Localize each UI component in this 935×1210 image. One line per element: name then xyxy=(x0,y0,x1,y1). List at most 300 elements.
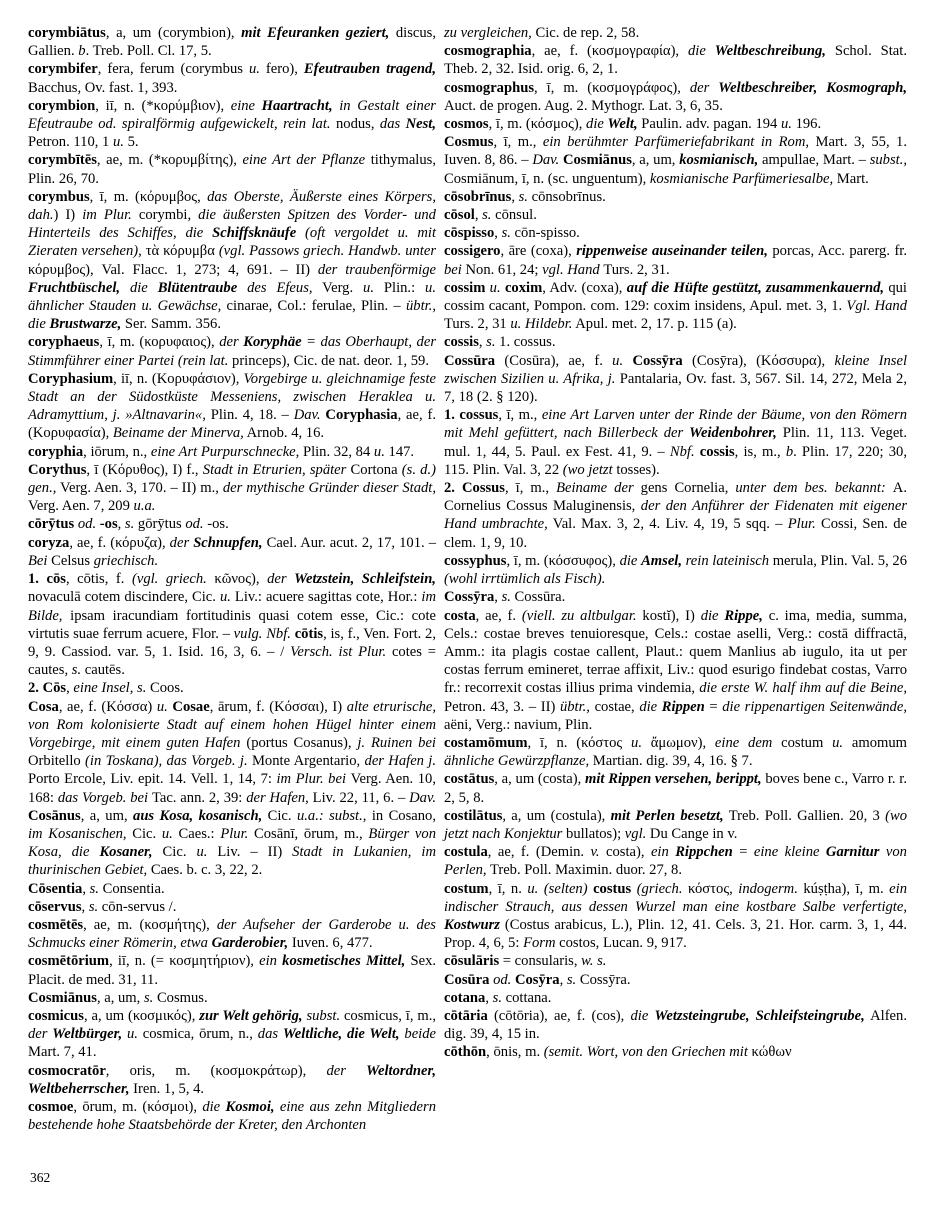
entry-text: (wohl irrtümlich als Fisch). xyxy=(444,571,606,588)
entry-text: = consularis, xyxy=(499,953,582,970)
entry-text: , ī, n. xyxy=(488,880,528,897)
entry-text: s. xyxy=(486,334,496,351)
entry-text: , a, um (costa), xyxy=(494,771,586,788)
entry-text: in Gestalt einer Efeutraube od. spiralförmig aufgewickelt, rein lat. xyxy=(28,97,436,133)
entry-text: (portus Cosanus), xyxy=(246,734,358,751)
entry-text: u. xyxy=(161,825,173,842)
entry-text: eine Art Larven unter der Rinde der Bäume, von den Römern mit Mehl gefüttert, nach Billerbeck der xyxy=(444,407,907,442)
entry-text: kleine Insel zwischen Sizilien u. Afrika, j. xyxy=(444,352,908,387)
entry-text: Du Cange in v. xyxy=(646,825,738,842)
entry-text: Monte Argentario, xyxy=(247,753,365,770)
entry-text: , a, um (corymbion), xyxy=(105,25,242,41)
dictionary-entry xyxy=(28,443,436,461)
entry-text: Haartracht, xyxy=(261,97,333,114)
entry-text: cautēs. xyxy=(81,662,125,679)
entry-text: des Efeus, xyxy=(237,279,313,296)
entry-text: , xyxy=(66,680,74,697)
entry-text: Alfen. dig. 39, 4, 15 in. xyxy=(444,1007,907,1043)
entry-text: Weltliche, die Welt, xyxy=(282,1026,400,1043)
entry-text: u. xyxy=(489,279,501,296)
entry-text: Dav. xyxy=(409,789,437,806)
dictionary-entry xyxy=(444,734,907,770)
entry-text: Bürger von Kosa, die xyxy=(28,825,436,861)
entry-text: ein berühmter Parfümeriefabrikant in Rom, xyxy=(542,134,810,151)
entry-text: Consentia. xyxy=(98,880,165,897)
entry-text: Cic. xyxy=(262,807,297,824)
entry-text: Cic. xyxy=(152,844,197,861)
entry-text: s. xyxy=(482,207,492,224)
entry-text: Treb. Poll. Gallien. 20, 3 xyxy=(723,807,886,824)
dictionary-entry xyxy=(28,60,436,96)
dictionary-entry xyxy=(444,1043,907,1061)
entry-text: alte etrurische, von Rom kolonisierte Stadt auf einem hohen Hügel hinter einem Vorgebirge, mit einem guten Hafen xyxy=(28,698,436,751)
entry-text: Turs. 2, 31 xyxy=(444,316,511,333)
entry-text: Cossi, Sen. de clem. 1, 9, 10. xyxy=(444,516,907,551)
entry-text: boves bene c., Varro r. r. 2, 5, 8. xyxy=(444,771,907,806)
dictionary-entry xyxy=(28,461,436,516)
entry-text: cosmicus, ī, m., xyxy=(340,1007,436,1024)
entry-text: das xyxy=(257,1026,283,1043)
entry-text: costa), xyxy=(599,844,651,861)
entry-text: merula, Plin. Val. 5, 26 xyxy=(772,552,907,569)
entry-text: , ae, f. (κόρυζα), xyxy=(69,534,170,551)
entry-text: Arnob. 4, 16. xyxy=(243,425,325,442)
entry-text: Welt, xyxy=(607,116,638,133)
entry-text: u.a.: subst., xyxy=(296,807,367,824)
entry-text: Plur. xyxy=(220,825,249,842)
entry-text: der xyxy=(267,571,295,588)
entry-text: , xyxy=(494,225,502,242)
entry-text: discus, Gallien. xyxy=(28,25,436,60)
entry-text: Dav. xyxy=(293,407,326,424)
entry-text: ein xyxy=(650,844,676,861)
entry-text: (Cosūra), ae, f. xyxy=(495,352,613,369)
dictionary-entry xyxy=(444,206,907,224)
entry-text: kosmianisch, xyxy=(679,152,759,169)
headword: cōrȳtus xyxy=(28,516,75,533)
dictionary-entry xyxy=(28,570,436,679)
dictionary-entry xyxy=(28,333,436,369)
entry-text: der mythische Gründer dieser Stadt, xyxy=(222,480,436,497)
entry-text: bullatos); xyxy=(566,825,625,842)
entry-text: . Treb. Poll. Cl. 17, 5. xyxy=(85,43,212,60)
entry-text: u. xyxy=(113,134,124,151)
entry-text: , a, um, xyxy=(631,152,680,169)
headword: Cosa xyxy=(28,698,59,715)
headword: Cosūra xyxy=(444,971,490,988)
entry-text: costum xyxy=(781,734,833,751)
entry-text: = xyxy=(704,698,723,715)
headword: corymbifer xyxy=(28,61,98,78)
entry-text: Verg. Aen. 7, 209 xyxy=(28,498,134,515)
entry-text: Cael. Aur. acut. 2, 17, 101. – xyxy=(262,534,436,551)
entry-text: Ser. Samm. 356. xyxy=(121,316,221,333)
dictionary-entry xyxy=(28,151,436,187)
entry-text: Liv.: acuere sagittas cote, Hor.: xyxy=(230,589,422,606)
headword: cosmētēs xyxy=(28,916,84,933)
headword: 1. cossus xyxy=(444,407,499,424)
dictionary-entry xyxy=(28,1007,436,1062)
entry-text: Kostwurz xyxy=(444,916,500,933)
headword: Cossūra xyxy=(444,352,496,369)
entry-text: 196. xyxy=(791,116,822,133)
headword: Coryphasium xyxy=(28,370,114,387)
entry-text: u. xyxy=(612,352,624,369)
right-column xyxy=(444,24,907,1134)
entry-text: griechisch. xyxy=(93,552,159,569)
headword: costus xyxy=(593,880,632,897)
entry-text: , ae, m. (κοσμήτης), xyxy=(83,916,217,933)
headword: Cosȳra xyxy=(514,971,560,988)
entry-text: u. xyxy=(631,734,642,751)
entry-text: (semit. Wort, von den Griechen mit xyxy=(543,1044,752,1061)
entry-text: -os. xyxy=(203,516,229,533)
entry-text: Treb. Poll. Maximin. duor. 27, 8. xyxy=(486,862,682,879)
entry-text: ) I) xyxy=(53,207,83,224)
entry-text: ἄμωμον), xyxy=(641,734,715,751)
entry-text: gens Cornelia, xyxy=(640,480,736,497)
entry-text: Vorgebirge u. gleichnamige feste Stadt an der Südostküste Messeniens, zwischen Heraklea u. Adramyttium, j. »Altnavarin«, xyxy=(28,370,436,424)
entry-text: cinarae, Col.: ferulae, Plin. – xyxy=(221,298,406,315)
entry-text: Non. 61, 24; xyxy=(465,261,543,278)
dictionary-entry xyxy=(444,224,907,242)
entry-text: die xyxy=(630,1007,655,1024)
entry-text: , iī, n. (= κοσμητήριον), xyxy=(109,953,260,970)
entry-text: Cosmus. xyxy=(153,989,208,1006)
headword: 1. cōs xyxy=(28,571,66,588)
entry-text: c. ima, media, summa, Cels.: costae breves tenuioresque, Cels.: costae aselli, Verg.: costā diffractā, Amm.: ita plagis costae callent, Plaut.: quem Manlius ab iugulo, ita ut per costas ferrum emineret, terrae affixit, Liv.: quod esurigo findebat costas, Varro fr.: recorrexit costas illius prima vindemia, xyxy=(444,607,907,697)
entry-text: s. xyxy=(492,989,502,1006)
entry-text: Wetzstein, Schleifstein, xyxy=(294,571,436,588)
entry-text: 1. cossus. xyxy=(495,334,556,351)
entry-text: ein xyxy=(259,953,283,970)
headword: Cossȳra xyxy=(632,352,683,369)
entry-text: Weltbeschreibung, xyxy=(714,43,826,60)
dictionary-entry xyxy=(444,352,907,407)
entry-text: cosmica, ōrum, n., xyxy=(137,1026,258,1043)
headword: coryza xyxy=(28,534,70,551)
entry-text: die xyxy=(687,43,715,60)
entry-text: Mart. 7, 41. xyxy=(28,1044,97,1061)
entry-text: Liv. 22, 11, 6. – xyxy=(308,789,410,806)
entry-text: s. xyxy=(143,989,154,1006)
entry-text: tithymalus, Plin. 26, 70. xyxy=(28,152,436,187)
headword: cōtāria xyxy=(444,1007,488,1024)
entry-text: , xyxy=(485,989,493,1006)
entry-text: v. xyxy=(590,844,600,861)
entry-text: Versch. ist Plur. xyxy=(290,643,387,660)
headword: cōsulāris xyxy=(444,953,500,970)
entry-text: od. xyxy=(185,516,204,533)
entry-text: Iuven. 6, 477. xyxy=(288,935,373,952)
entry-text: , ī, m., xyxy=(504,480,557,497)
left-column xyxy=(28,24,436,1134)
entry-text: Blütentraube xyxy=(157,279,238,296)
headword: Cosmiānus xyxy=(562,152,632,169)
headword: costum xyxy=(444,880,489,897)
entry-text: mit Perlen besetzt, xyxy=(610,807,724,824)
entry-text: Amsel, xyxy=(641,552,683,569)
entry-text: , ī (Κόρυθος), I) f., xyxy=(86,461,203,478)
entry-text: A. Cornelius Cossus Maluginensis, xyxy=(444,480,907,515)
headword: cotana xyxy=(444,989,486,1006)
headword: cosmētōrium xyxy=(28,953,110,970)
headword: cōspisso xyxy=(444,225,495,242)
entry-text: Schnupfen, xyxy=(193,534,263,551)
entry-text: Rippen xyxy=(661,698,705,715)
entry-text: = das Oberhaupt, der Stimmführer einer Partei (rein lat. xyxy=(28,334,436,369)
entry-text: Paulin. adv. pagan. 194 xyxy=(637,116,781,133)
entry-text: Sex. Placit. de med. 31, 11. xyxy=(28,953,437,988)
entry-text: das Oberste, Äußerste eines Körpers, dah. xyxy=(28,188,436,224)
entry-text: costae, xyxy=(589,698,640,715)
dictionary-entry xyxy=(28,534,436,570)
entry-text: aëni, Verg.: navium, Plin. xyxy=(444,716,593,733)
entry-text: (wo jetzt nach Konjektur xyxy=(444,807,907,842)
entry-text: Apul. met. 2, 17. p. 115 (a). xyxy=(572,316,737,333)
headword: costilātus xyxy=(444,807,503,824)
entry-text: Turs. 2, 31. xyxy=(603,261,670,278)
entry-text: das xyxy=(379,116,406,133)
entry-text: vgl. xyxy=(624,825,647,842)
entry-text: u. xyxy=(832,734,844,751)
entry-text: = xyxy=(732,844,754,861)
entry-text: Schol. Stat. Theb. 2, 32. Isid. orig. 6, 2, 1. xyxy=(444,43,907,78)
entry-text: Nbf. xyxy=(669,443,700,460)
entry-text: u. ähnlicher Stauden u. Gewächse, xyxy=(28,279,436,315)
entry-text: u. Hildebr. xyxy=(510,316,573,333)
entry-text: (cōtōria), ae, f. (cos), xyxy=(487,1007,631,1024)
headword: Cosmiānus xyxy=(28,989,97,1006)
entry-text: Plin. 11, 113. Veget. mul. 1, 44, 5. Paul. ex Fest. 41, 9. – xyxy=(444,425,908,460)
entry-text: Nest, xyxy=(405,116,436,133)
headword: coryphia xyxy=(28,443,84,460)
entry-text: zu vergleichen, xyxy=(444,25,532,41)
headword: Cosae xyxy=(172,698,210,715)
dictionary-entry xyxy=(28,515,436,533)
dictionary-entry xyxy=(28,188,436,334)
entry-text: gōrȳtus xyxy=(134,516,186,533)
entry-text: tosses). xyxy=(616,461,660,478)
headword: cōsobrīnus xyxy=(444,188,512,205)
entry-text: u.a. xyxy=(133,498,156,515)
dictionary-entry xyxy=(28,679,436,697)
entry-text: ein indischer Strauch, aus dessen Wurzel man eine kostbare Salbe verfertigte, xyxy=(444,880,907,915)
dictionary-entry xyxy=(444,971,907,989)
entry-text: ähnliche Gewürzpflanze, xyxy=(444,753,590,770)
entry-text: , xyxy=(478,334,487,351)
entry-text: (Costus arabicus, L.), Plin. 12, 41. Cels. 3, 21. Hor. carm. 3, 1, 44. Prop. 4, 6, 5: xyxy=(444,916,907,952)
entry-text: subst., xyxy=(869,152,907,169)
entry-text: Cortona xyxy=(350,461,402,478)
dictionary-entry xyxy=(444,42,907,78)
entry-text: vulg. Nbf. xyxy=(233,625,295,642)
entry-text: b xyxy=(785,443,794,460)
headword: cossyphus xyxy=(444,552,507,569)
dictionary-entry xyxy=(28,97,436,152)
entry-text: 147. xyxy=(384,443,415,460)
entry-text: eine Art Purpurschnecke, xyxy=(150,443,300,460)
entry-text: die äußersten Spitzen des Vorder- und Hinterteils des Schiffes, die xyxy=(28,207,436,242)
entry-text: Garnitur xyxy=(825,844,880,861)
dictionary-entry xyxy=(444,880,907,953)
entry-text: Form xyxy=(523,935,560,952)
entry-text: Cosmiānum, ī, n. (sc. unguentum), xyxy=(444,170,650,187)
entry-text: Cic. xyxy=(126,825,162,842)
entry-text: , xyxy=(81,898,89,915)
entry-text: Iren. 1, 5, 4. xyxy=(129,1080,205,1097)
entry-text: corymbi, xyxy=(131,207,199,224)
headword: Cosmus xyxy=(444,134,494,151)
entry-text: , fera, ferum (corymbus xyxy=(97,61,249,78)
entry-text: Weltordner, Weltbeherrscher, xyxy=(28,1062,436,1097)
headword: cosmicus xyxy=(28,1007,84,1024)
entry-text: s. xyxy=(518,188,528,205)
entry-text: der Aufseher der Garderobe u. des Schmucks einer Römerin, etwa xyxy=(28,916,436,952)
entry-text: Petron. 43, 3. – II) xyxy=(444,698,560,715)
dictionary-entry xyxy=(444,133,907,188)
entry-text: , ae, m. (*κορυμβίτης), xyxy=(96,152,243,169)
entry-text: κῶνος), xyxy=(214,571,268,588)
entry-text: od. xyxy=(77,516,97,533)
dictionary-entry xyxy=(444,479,907,552)
entry-text: , iōrum, n., xyxy=(83,443,151,460)
entry-text: eine aus zehn Mitgliedern bestehende hohe Staatsbehörde der Kreter, den Archonten xyxy=(28,1098,436,1134)
entry-text: , ī, m., xyxy=(498,407,542,424)
entry-text: Weltbeschreiber, Kosmograph, xyxy=(718,79,907,96)
entry-text: vgl. Hand xyxy=(542,261,604,278)
entry-text: (viell. zu altbulgar. xyxy=(521,607,643,624)
entry-text: eine dem xyxy=(714,734,782,751)
entry-text: die rippenartigen Seitenwände, xyxy=(722,698,907,715)
headword: cōservus xyxy=(28,898,82,915)
entry-text: , ōnis, m. xyxy=(486,1044,544,1061)
entry-text: Cossȳra. xyxy=(576,971,631,988)
dictionary-entry xyxy=(28,989,436,1007)
entry-text: u. xyxy=(363,279,374,296)
dictionary-entry xyxy=(28,698,436,880)
headword: cōthōn xyxy=(444,1044,487,1061)
entry-text: Celsus xyxy=(51,552,94,569)
headword: corymbus xyxy=(28,188,90,205)
entry-text: τὰ κόρυμβα xyxy=(141,243,219,260)
entry-text: s. xyxy=(501,225,511,242)
entry-text: cotes = cautes, xyxy=(28,643,436,679)
dictionary-entry xyxy=(28,898,436,916)
entry-text: übtr., xyxy=(559,698,590,715)
entry-text: u. xyxy=(196,844,208,861)
entry-text: u. xyxy=(127,1026,138,1043)
entry-text: Weidenbohrer, xyxy=(689,425,777,442)
headword: cosmos xyxy=(444,116,489,133)
entry-text: Caes.: xyxy=(172,825,221,842)
entry-text: Plin. 4, 18. – xyxy=(205,407,294,424)
entry-text: u. xyxy=(156,698,168,715)
page-number: 362 xyxy=(30,1170,51,1185)
entry-text: (Cosȳra), (Κόσσυρα), xyxy=(682,352,835,369)
entry-text: u. xyxy=(780,116,792,133)
dictionary-entry xyxy=(444,279,907,334)
entry-text: cōn-servus /. xyxy=(98,898,177,915)
entry-text: fero), xyxy=(259,61,304,78)
entry-text: kosmianische Parfümeriesalbe, xyxy=(649,170,834,187)
entry-text: rein lateinisch xyxy=(685,552,773,569)
headword: coryphaeus xyxy=(28,334,100,351)
entry-text: (oft vergoldet u. mit Zieraten versehen), xyxy=(28,225,436,260)
entry-text: Fruchtbüschel, xyxy=(28,279,121,296)
entry-text: Schiffsknäufe xyxy=(212,225,297,242)
entry-text: mit Efeuranken geziert, xyxy=(241,25,390,41)
entry-text: Verg. Aen. 3, 170. – II) m., xyxy=(56,480,223,497)
headword: Cosānus xyxy=(28,807,81,824)
entry-text: , xyxy=(511,188,519,205)
entry-text: , ī, m. (κοσμογράφος), xyxy=(534,79,690,96)
entry-text: der xyxy=(219,334,244,351)
entry-text: kostĭ), I) xyxy=(642,607,701,624)
entry-text: die xyxy=(202,1098,226,1115)
entry-text: bei xyxy=(444,261,466,278)
entry-text: Cossūra. xyxy=(510,589,566,606)
entry-text: der Hafen j. xyxy=(364,753,436,770)
entry-text: Petron. 110, 1 xyxy=(28,134,113,151)
dictionary-entry xyxy=(444,115,907,133)
entry-text: Wetzsteingrube, Schleifsteingrube, xyxy=(654,1007,865,1024)
entry-text: s. xyxy=(89,880,99,897)
headword: 2. Cōs xyxy=(28,680,67,697)
entry-text: Porto Ercole, Liv. epit. 14. Vell. 1, 14, 7: xyxy=(28,771,277,788)
entry-text: im Kosanischen, xyxy=(28,825,127,842)
dictionary-entry xyxy=(444,333,907,351)
headword: Cōsentia xyxy=(28,880,83,897)
entry-text: , ae, f. (κοσμογραφία), xyxy=(531,43,688,60)
entry-text: Bacchus, Ov. fast. 1, 393. xyxy=(28,79,178,96)
entry-text: Cic. de rep. 2, 58. xyxy=(531,25,640,41)
entry-text: κόρυμβος), Val. Flacc. 1, 273; 4, 691. – II) xyxy=(28,261,318,278)
dictionary-entry xyxy=(444,770,907,806)
entry-text: Stadt in Etrurien, später xyxy=(202,461,351,478)
entry-text: Garderobier, xyxy=(211,935,289,952)
entry-text: Brustwarze, xyxy=(49,316,122,333)
entry-text: der xyxy=(28,1026,53,1043)
entry-text: Dav. xyxy=(532,152,563,169)
entry-text: der xyxy=(169,534,194,551)
entry-text: die erste W. half ihm auf die Beine, xyxy=(699,680,907,697)
entry-text: Auct. de progen. Aug. 2. Mythogr. Lat. 3, 6, 35. xyxy=(444,97,723,114)
entry-text: amomum xyxy=(843,734,907,751)
entry-text: , ae, f. xyxy=(475,607,522,624)
entry-text: rippenweise auseinander teilen, xyxy=(576,243,768,260)
headword: cosmographia xyxy=(444,43,532,60)
entry-text: die xyxy=(700,607,725,624)
dictionary-entry xyxy=(444,952,907,970)
entry-text: der den Anführer der Fidenaten mit eigener Hand umbrachte, xyxy=(444,498,907,533)
entry-text: cōn-spisso. xyxy=(510,225,580,242)
entry-text: , xyxy=(494,589,502,606)
entry-text: 5. xyxy=(123,134,139,151)
entry-text: eine Art der Pflanze xyxy=(242,152,371,169)
entry-text: novaculā cotem discindere, Cic. xyxy=(28,589,220,606)
headword: Corythus xyxy=(28,461,87,478)
entry-text: , xyxy=(82,880,90,897)
entry-text: , ī, m. (κόρυμβος, xyxy=(89,188,208,205)
entry-text: kúṣṭha), ī, m. xyxy=(797,880,890,897)
entry-text: beide xyxy=(404,1026,436,1043)
headword: costa xyxy=(444,607,476,624)
headword: cossis xyxy=(699,443,735,460)
entry-text: , a, um, xyxy=(80,807,134,824)
entry-text: s. xyxy=(501,589,511,606)
headword: 2. Cossus xyxy=(444,480,505,497)
